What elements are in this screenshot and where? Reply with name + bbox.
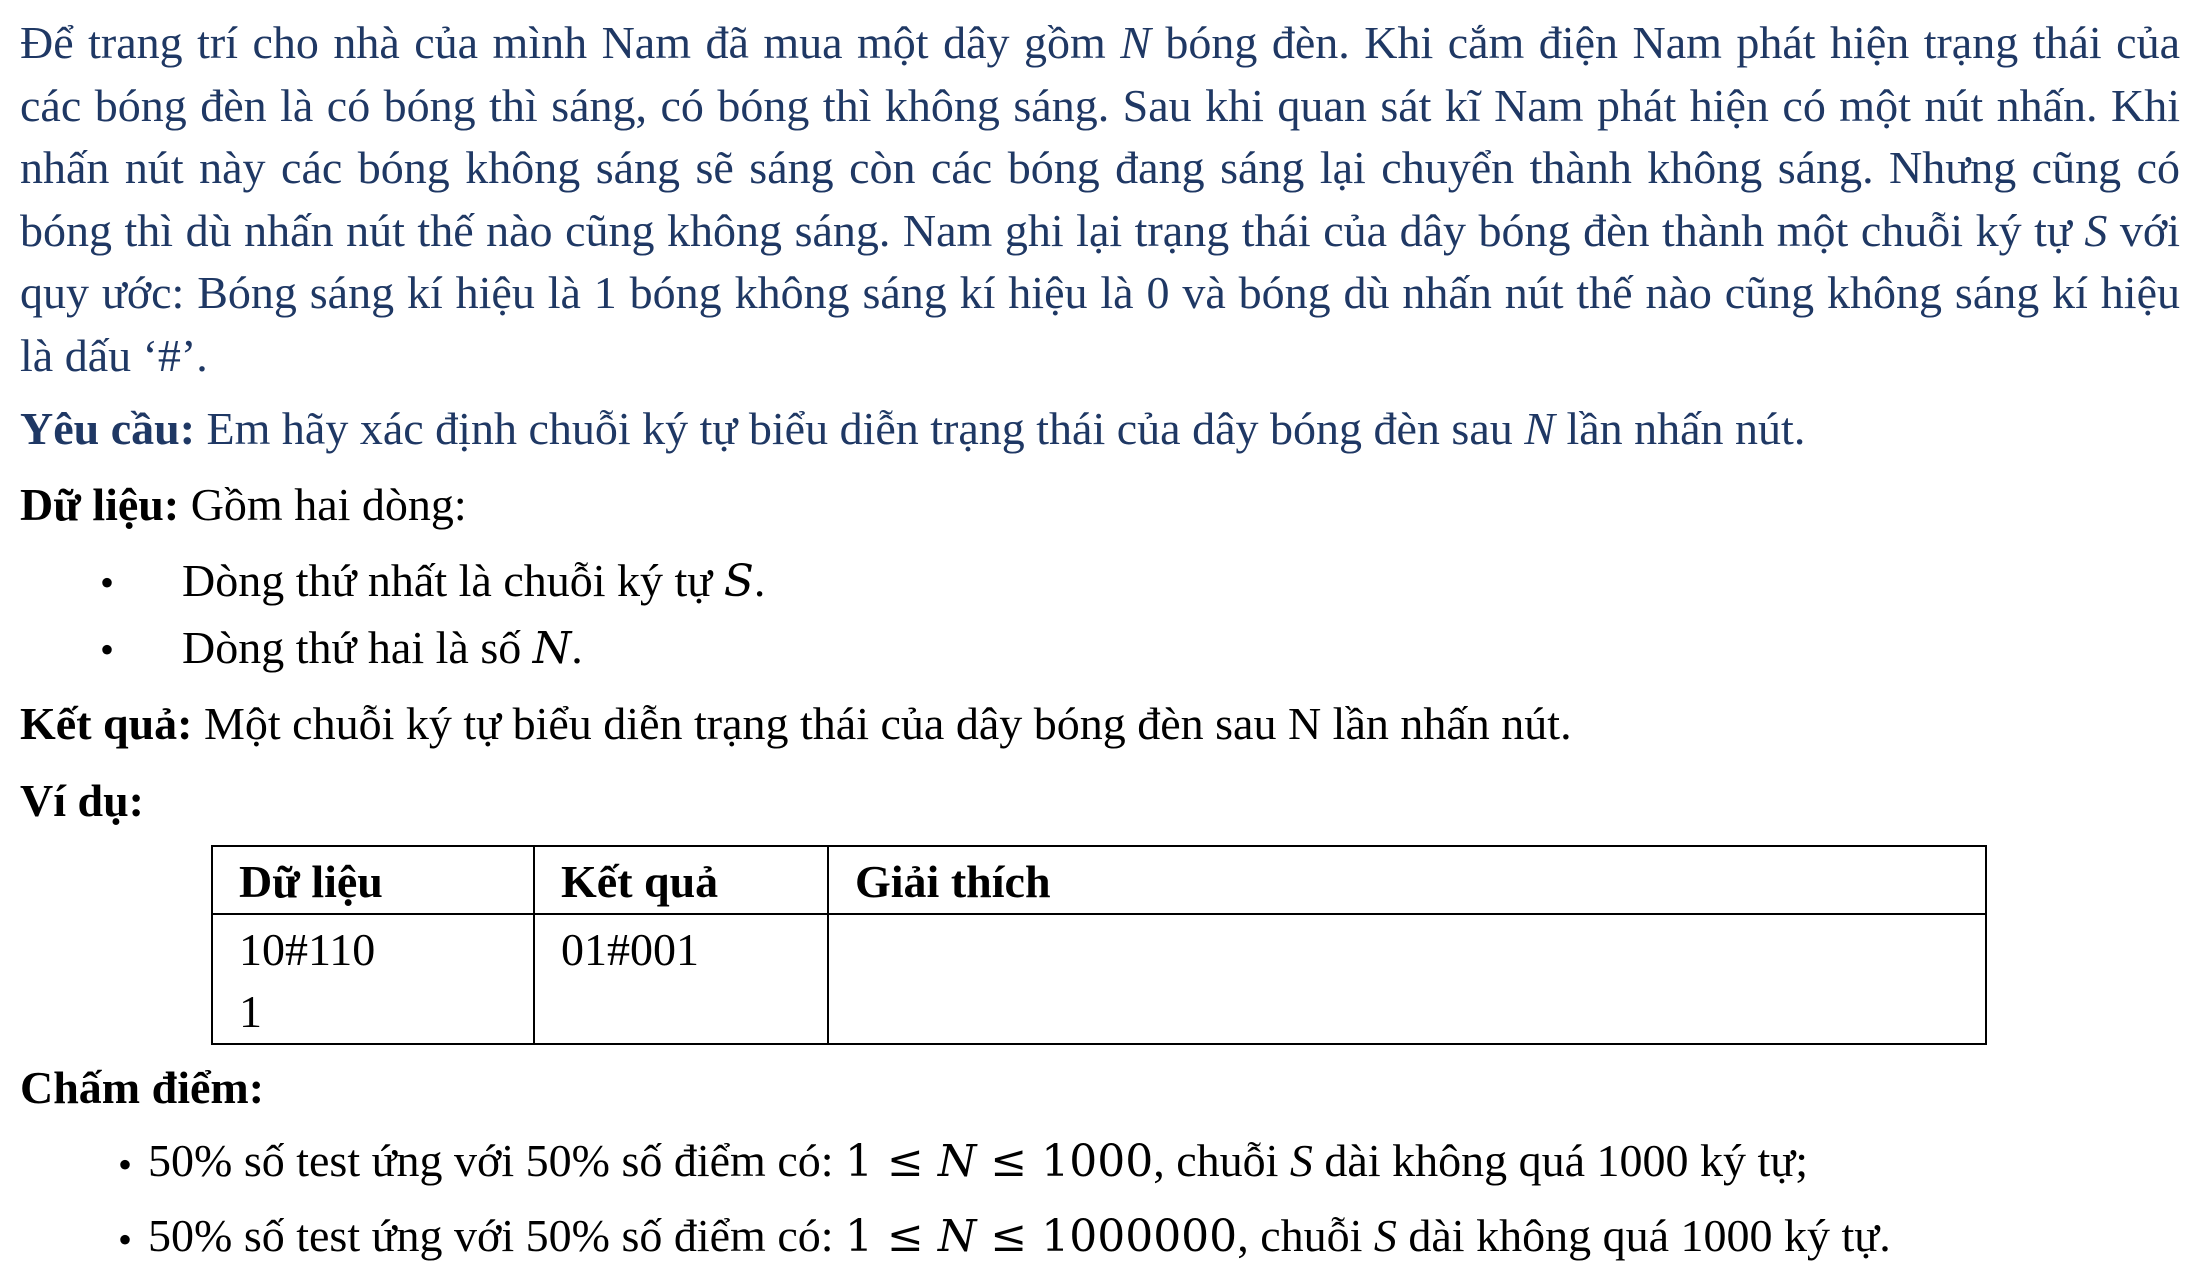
bullet-end: .	[571, 622, 583, 673]
example-heading	[20, 770, 144, 832]
cell-output	[534, 914, 828, 1044]
bullet-text: Dòng thứ nhất là chuỗi ký tự	[182, 555, 724, 606]
scoring-label: Chấm điểm:	[20, 1062, 265, 1113]
math-part: ≤ 1000000	[976, 1211, 1238, 1262]
input-line-1: 10#110	[239, 924, 376, 975]
input-label: Dữ liệu:	[20, 479, 180, 530]
output-line-1: 01#001	[561, 924, 699, 975]
scoring-mid: , chuỗi	[1237, 1210, 1374, 1261]
header-input: Dữ liệu	[212, 846, 534, 914]
requirement-line	[20, 398, 1805, 460]
var-s: S	[2084, 204, 2108, 256]
example-table	[211, 845, 1987, 1045]
input-text: Gồm hai dòng:	[179, 479, 467, 530]
scoring-mid: , chuỗi	[1153, 1135, 1290, 1186]
header-explanation: Giải thích	[828, 846, 1986, 914]
math-expression	[845, 1211, 1237, 1262]
intro-paragraph	[20, 12, 2180, 387]
requirement-text-1: Em hãy xác định chuỗi ký tự biểu diễn trạng thái của dây bóng đèn sau	[195, 403, 1525, 454]
var-n: N	[937, 1136, 977, 1187]
requirement-label: Yêu cầu:	[20, 403, 196, 454]
input-line	[20, 474, 467, 536]
math-expression	[845, 1136, 1153, 1187]
scoring-text: 50% số test ứng với 50% số điểm có:	[148, 1210, 846, 1261]
bullet-dot-icon: •	[100, 560, 115, 605]
output-text: Một chuỗi ký tự biểu diễn trạng thái của dây bóng đèn sau N lần nhấn nút.	[192, 698, 1572, 749]
table-row	[212, 914, 1986, 1044]
cell-input	[212, 914, 534, 1044]
output-label: Kết quả:	[20, 698, 193, 749]
bullet-dot-icon: •	[100, 627, 115, 672]
var-n: N	[1524, 403, 1555, 454]
math-part: ≤ 1000	[976, 1136, 1154, 1187]
bullet-dot-icon: •	[118, 1142, 133, 1187]
scoring-heading	[20, 1057, 264, 1119]
scoring-suffix: dài không quá 1000 ký tự.	[1396, 1210, 1891, 1261]
var-s: S	[1373, 1210, 1397, 1261]
var-n: N	[937, 1211, 977, 1262]
var-n: N	[1120, 17, 1151, 68]
bullet-text: Dòng thứ hai là số	[182, 622, 533, 673]
intro-text-3: với quy ước: Bóng sáng kí hiệu là 1 bóng không sáng kí hiệu là 0 và bóng dù nhấn nút thế nào cũng không sáng kí hiệu là dấu ‘#’.	[20, 204, 2180, 381]
input-line-2: 1	[239, 986, 262, 1037]
intro-text-2: bóng đèn. Khi cắm điện Nam phát hiện trạng thái của các bóng đèn là có bóng thì sáng, có bóng thì không sáng. Sau khi quan sát kĩ Nam phát hiện có một nút nhấn. Khi nhấn nút này các bóng không sáng sẽ sáng còn các bóng đang sáng lại chuyển thành không sáng. Nhưng cũng có bóng thì dù nhấn nút thế nào cũng không sáng. Nam ghi lại trạng thái của dây bóng đèn thành một chuỗi ký tự	[20, 17, 2180, 256]
table-header-row	[212, 846, 1986, 914]
cell-explanation	[828, 914, 1986, 1044]
math-part: 1 ≤	[845, 1136, 938, 1187]
bullet-dot-icon: •	[118, 1217, 133, 1262]
math-part: 1 ≤	[845, 1211, 938, 1262]
scoring-text: 50% số test ứng với 50% số điểm có:	[148, 1135, 846, 1186]
var-s: S	[1289, 1135, 1313, 1186]
example-label: Ví dụ:	[20, 775, 144, 826]
intro-text-1: Để trang trí cho nhà của mình Nam đã mua một dây gồm	[20, 17, 1121, 68]
var-s: S	[723, 556, 754, 607]
header-output: Kết quả	[534, 846, 828, 914]
requirement-text-2: lần nhấn nút.	[1554, 403, 1806, 454]
bullet-end: .	[753, 555, 766, 606]
output-line	[20, 693, 1572, 755]
var-n: N	[532, 623, 572, 674]
scoring-suffix: dài không quá 1000 ký tự;	[1312, 1135, 1809, 1186]
